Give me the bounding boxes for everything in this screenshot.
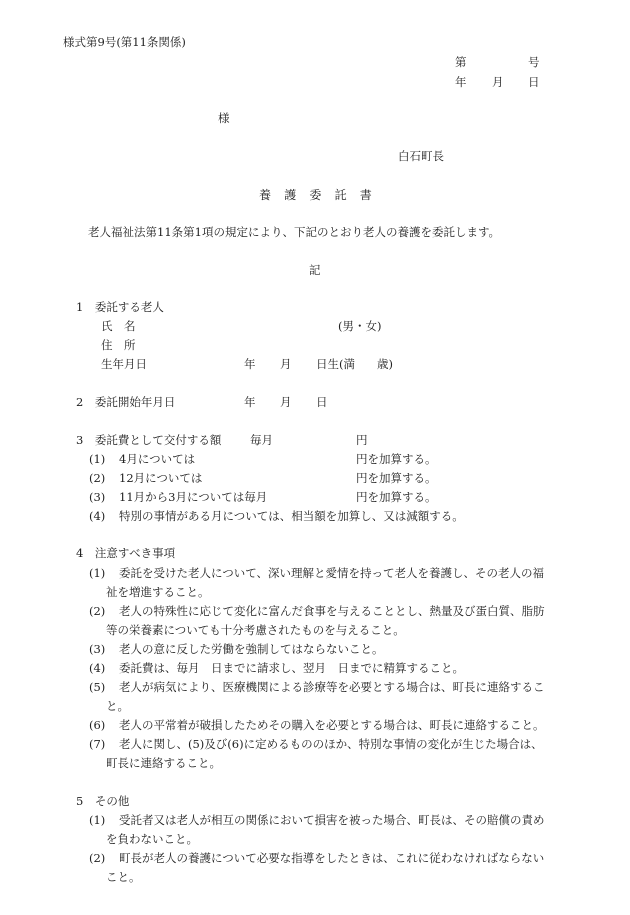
form-number: 様式第9号(第11条関係) (63, 35, 186, 49)
s4-item6-num: (6) (89, 718, 106, 732)
s4-item7-line1: 老人に関し、(5)及び(6)に定めるもののほか、特別な事情の変化が生じた場合は、 (119, 737, 543, 751)
s3-item2-text: 12月については (119, 471, 203, 485)
s4-item2-line2: 等の栄養素についても十分考慮されたものを与えること。 (106, 623, 405, 637)
s5-item1-num: (1) (89, 813, 106, 827)
start-year: 年 (244, 395, 256, 409)
s3-item2-suffix: 円を加算する。 (356, 471, 437, 485)
s3-item3-suffix: 円を加算する。 (356, 490, 437, 504)
date-month: 月 (492, 75, 504, 89)
yen-label: 円 (356, 433, 368, 447)
doc-number-suffix: 号 (528, 55, 540, 69)
name-label: 氏 名 (101, 319, 136, 333)
s3-item2-num: (2) (89, 471, 106, 485)
dob-year: 年 (244, 357, 256, 371)
s4-item1-num: (1) (89, 566, 106, 580)
s5-item2-num: (2) (89, 851, 106, 865)
intro-text: 老人福祉法第11条第1項の規定により、下記のとおり老人の養護を委託します。 (88, 225, 501, 239)
ki-heading: 記 (309, 263, 321, 277)
section1-heading: 1 委託する老人 (76, 300, 164, 314)
s4-item3-num: (3) (89, 642, 106, 656)
s5-item2-line2: こと。 (106, 870, 141, 884)
s4-item1-line2: 祉を増進すること。 (106, 585, 210, 599)
s4-item5-line1: 老人が病気により、医療機関による診療等を必要とする場合は、町長に連絡するこ (119, 680, 545, 694)
dob-month: 月 (280, 357, 292, 371)
date-year: 年 (455, 75, 467, 89)
section2-heading: 2 委託開始年月日 (76, 395, 176, 409)
section5-heading: 5 その他 (76, 794, 130, 808)
addressee-honorific: 様 (218, 111, 230, 125)
s4-item7-line2: 町長に連絡すること。 (106, 756, 221, 770)
s5-item1-line2: を負わないこと。 (106, 832, 198, 846)
s4-item4-num: (4) (89, 661, 106, 675)
date-day: 日 (528, 75, 540, 89)
s5-item2-line1: 町長が老人の養護について必要な指導をしたときは、これに従わなければならない (119, 851, 545, 865)
address-label: 住 所 (101, 338, 136, 352)
s3-item4-text: 特別の事情がある月については、相当額を加算し、又は減額する。 (119, 509, 464, 523)
age-close: 歳) (377, 357, 393, 371)
doc-number-prefix: 第 (455, 55, 467, 69)
dob-day-age: 日生(満 (316, 357, 355, 371)
s4-item6-line1: 老人の平常着が破損したためその購入を必要とする場合は、町長に連絡すること。 (119, 718, 545, 732)
s4-item2-line1: 老人の特殊性に応じて変化に富んだ食事を与えることとし、熱量及び蛋白質、脂肪 (119, 604, 545, 618)
start-month: 月 (280, 395, 292, 409)
s4-item7-num: (7) (89, 737, 106, 751)
s3-item3-text: 11月から3月については毎月 (119, 490, 268, 504)
document-title: 養護委託書 (259, 188, 386, 202)
s3-item1-text: 4月については (119, 452, 196, 466)
s4-item1-line1: 委託を受けた老人について、深い理解と愛情を持って老人を養護し、その老人の福 (119, 566, 545, 580)
s4-item4-line1: 委託費は、毎月 日までに請求し、翌月 日までに精算すること。 (119, 661, 464, 675)
s4-item5-line2: と。 (106, 699, 129, 713)
s5-item1-line1: 受託者又は老人が相互の関係において損害を被った場合、町長は、その賠償の責め (119, 813, 545, 827)
section4-heading: 4 注意すべき事項 (76, 546, 176, 560)
dob-label: 生年月日 (101, 357, 147, 371)
s3-item3-num: (3) (89, 490, 106, 504)
s4-item5-num: (5) (89, 680, 106, 694)
s4-item3-line1: 老人の意に反した労働を強制してはならないこと。 (119, 642, 384, 656)
start-day: 日 (316, 395, 328, 409)
gender-field: (男・女) (338, 319, 382, 333)
issuer: 白石町長 (398, 149, 444, 163)
s3-item1-num: (1) (89, 452, 106, 466)
s4-item2-num: (2) (89, 604, 106, 618)
section3-heading: 3 委託費として交付する額 (76, 433, 222, 447)
monthly-label: 毎月 (250, 433, 273, 447)
s3-item4-num: (4) (89, 509, 106, 523)
s3-item1-suffix: 円を加算する。 (356, 452, 437, 466)
